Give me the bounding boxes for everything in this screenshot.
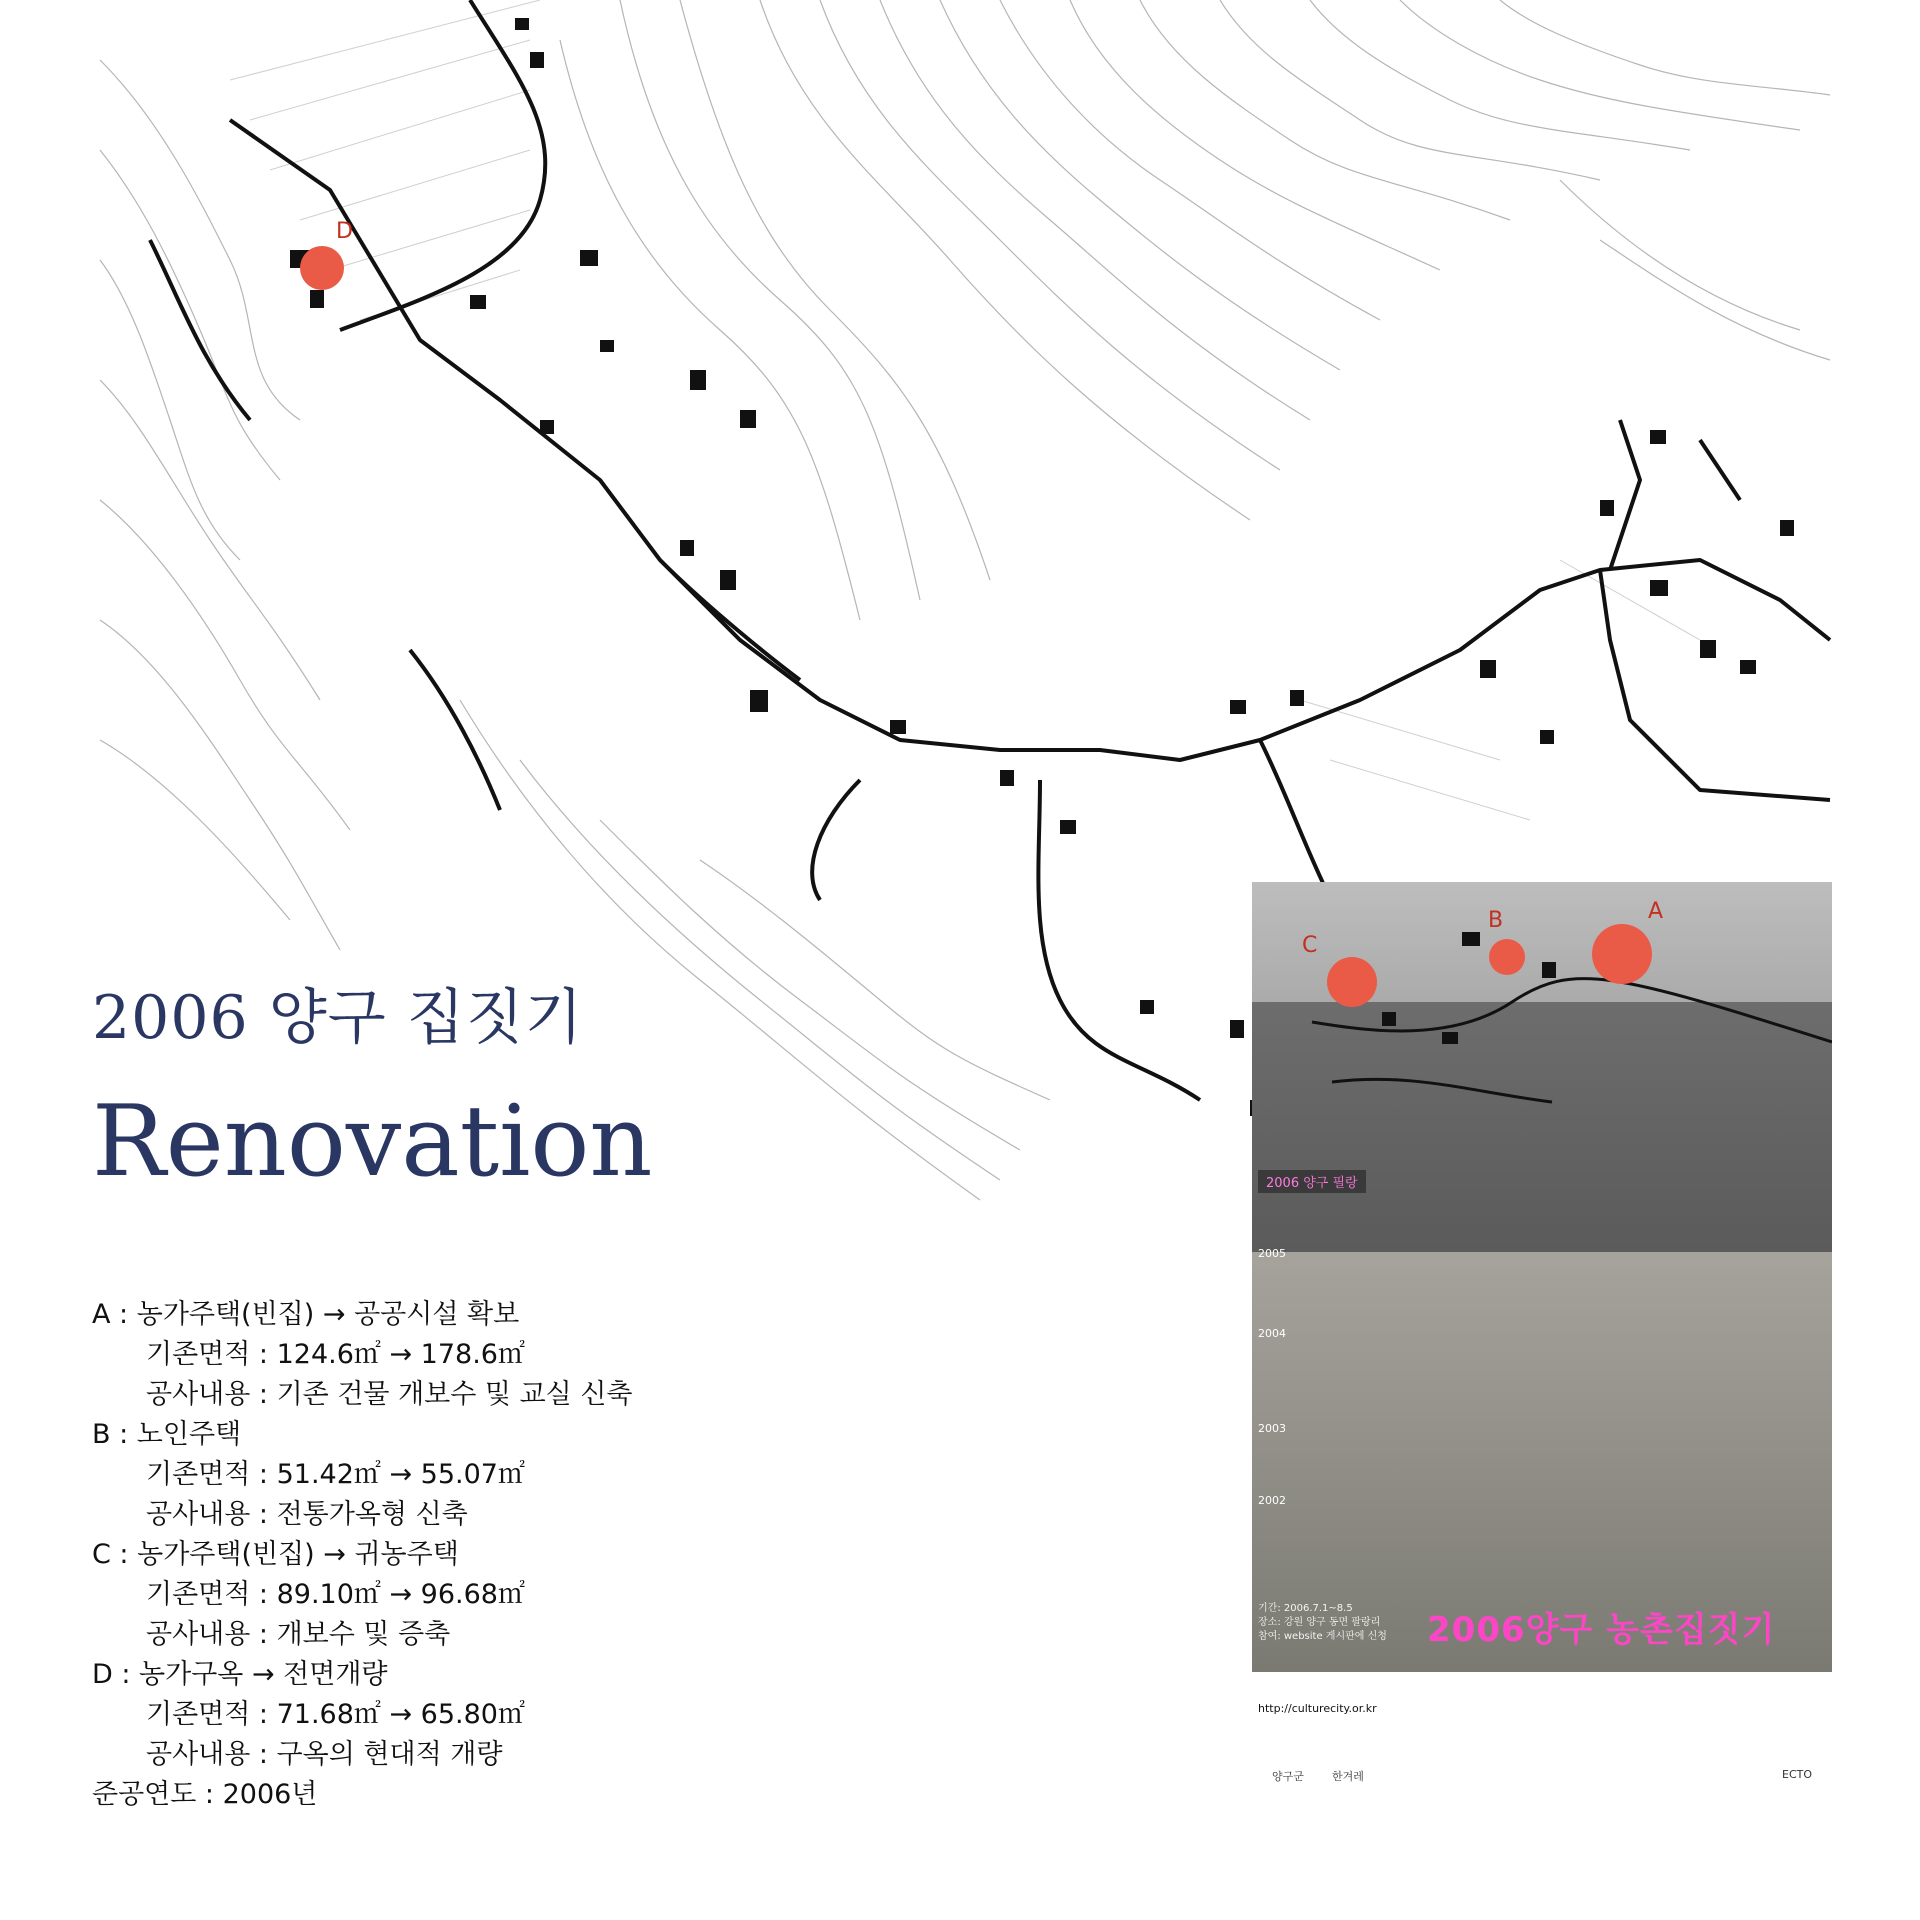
detail-d-area: 기존면적 : 71.68㎡ → 65.80㎡ [146, 1699, 525, 1730]
detail-a-work: 공사내용 : 기존 건물 개보수 및 교실 신축 [146, 1379, 633, 1410]
logo-ecto: ECTO [1782, 1768, 1813, 1781]
title-korean: 2006 양구 집짓기 [92, 983, 584, 1053]
marker-c [1302, 933, 1377, 1007]
svg-text:A: A [1648, 899, 1664, 924]
poster-year: 2003 [1258, 1422, 1286, 1435]
marker-a [1592, 899, 1663, 984]
detail-a-area: 기존면적 : 124.6㎡ → 178.6㎡ [146, 1339, 525, 1370]
poster-year: 2002 [1258, 1494, 1286, 1507]
field-lines [230, 0, 1700, 820]
poster-overlay-map [1252, 882, 1832, 1122]
detail-b-heading: B : 노인주택 [92, 1419, 242, 1450]
logo-yanggu: 양구군 [1272, 1770, 1304, 1783]
detail-c-area: 기존면적 : 89.10㎡ → 96.68㎡ [146, 1579, 525, 1610]
poster-title: 2006양구 농촌집짓기 [1427, 1610, 1776, 1650]
svg-text:D: D [336, 219, 353, 244]
detail-c-heading: C : 농가주택(빈집) → 귀농주택 [92, 1539, 459, 1570]
poster-place: 장소: 강원 양구 동면 팔랑리 [1258, 1617, 1381, 1628]
detail-d-heading: D : 농가구옥 → 전면개량 [92, 1659, 388, 1690]
poster-year: 2005 [1258, 1247, 1286, 1260]
svg-text:C: C [1302, 933, 1318, 958]
poster-year: 2004 [1258, 1327, 1286, 1340]
detail-c-work: 공사내용 : 개보수 및 증축 [146, 1619, 451, 1650]
event-poster [1252, 882, 1832, 1752]
title-english: Renovation [92, 1085, 653, 1199]
project-details [92, 1295, 633, 1815]
poster-join: 참여: website 게시판에 신청 [1258, 1631, 1387, 1642]
poster-period: 기간: 2006.7.1~8.5 [1258, 1603, 1353, 1614]
svg-text:B: B [1488, 908, 1504, 933]
logo-hankyoreh: 한겨레 [1332, 1770, 1364, 1783]
poster-url: http://culturecity.or.kr [1258, 1702, 1377, 1715]
detail-b-area: 기존면적 : 51.42㎡ → 55.07㎡ [146, 1459, 525, 1490]
marker-d [300, 219, 353, 290]
completion-year: 준공연도 : 2006년 [92, 1779, 318, 1810]
marker-b [1488, 908, 1525, 975]
detail-b-work: 공사내용 : 전통가옥형 신축 [146, 1499, 468, 1530]
poster-info [1258, 1602, 1387, 1644]
sponsor-logos [1252, 1764, 1832, 1788]
detail-a-heading: A : 농가주택(빈집) → 공공시설 확보 [92, 1299, 520, 1330]
poster-badge: 2006 양구 필랑 [1258, 1170, 1366, 1193]
detail-d-work: 공사내용 : 구옥의 현대적 개량 [146, 1739, 503, 1770]
